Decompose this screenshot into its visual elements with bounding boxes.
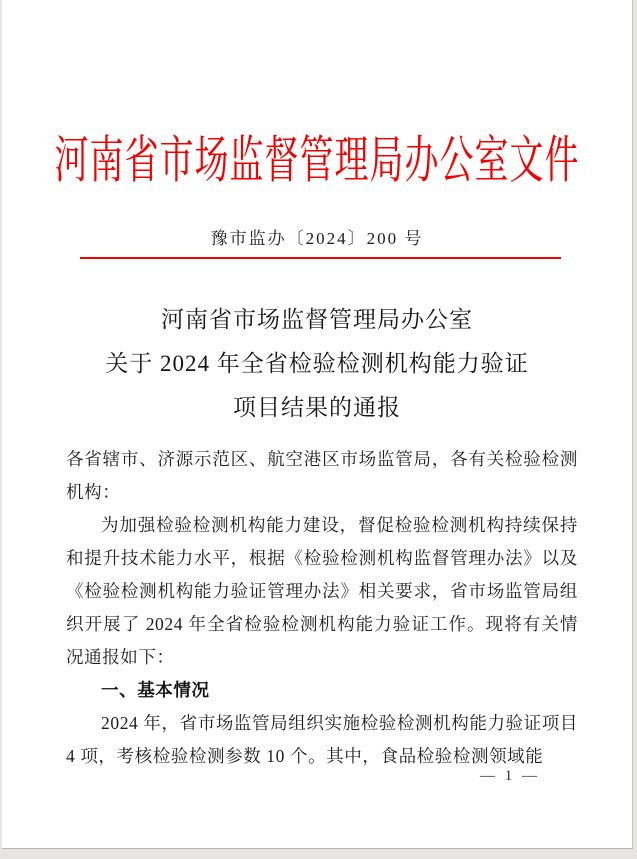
title-line-1: 河南省市场监督管理局办公室: [161, 307, 473, 332]
red-divider-line: [80, 257, 561, 259]
paragraph-intro: 为加强检验检测机构能力建设，督促检验检测机构持续保持和提升技术能力水平，根据《检验检测机构监督管理办法》以及《检验检测机构能力验证管理办法》相关要求，省市场监管局组织开展了 2024 年全省检验检测机构能力验证工作。现将有关情况通报如下：: [66, 515, 578, 667]
document-body: [66, 443, 578, 773]
title-line-3: 项目结果的通报: [233, 395, 401, 420]
section-heading-basic-situation: 一、基本情况: [101, 680, 210, 700]
document-page: [2, 0, 633, 849]
title-line-2: 关于 2024 年全省检验检测机构能力验证: [105, 351, 529, 376]
salutation: 各省辖市、济源示范区、航空港区市场监管局，各有关检验检测机构：: [66, 449, 578, 502]
paragraph-details: 2024 年，省市场监管局组织实施检验检测机构能力验证项目 4 项，考核检验检测参数 10 个。其中，食品检验检测领域能: [66, 713, 578, 766]
document-number: 豫市监办〔2024〕200 号: [210, 229, 424, 248]
document-title: [2, 298, 632, 430]
page-number: — 1 —: [480, 768, 540, 784]
letterhead-title: 河南省市场监督管理局办公室文件: [54, 134, 580, 190]
